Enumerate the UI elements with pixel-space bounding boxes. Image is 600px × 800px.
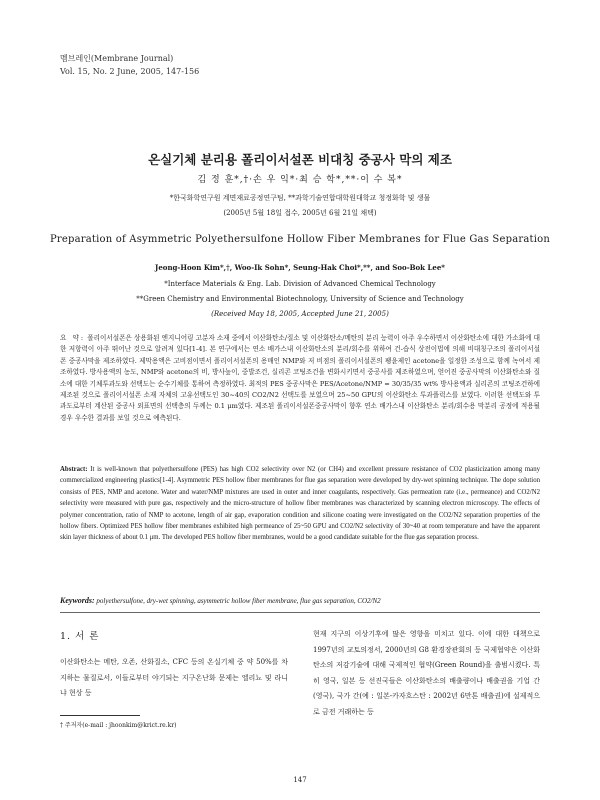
right-column-text: 현재 지구의 이상기후에 많은 영향을 미치고 있다. 이에 대한 대책으로 1997년의 교토의정서, 2000년의 G8 환경장관회의 등 국제협약은 이산화탄소의 저감기술에 대해 국제적인 협약(Green Round)을 출범시켰다. 특히 영국, 일본 등 선진국들은 이산화탄소의 배출량이나 배출권을 기업 간(영국), 국가 간(예 : 일본-카자흐스탄 : 2002년 6만톤 배출권)에 설제적으로 금전 거래하는 등 xyxy=(313,630,540,716)
english-abstract-text: It is well-known that polyethersulfone (PES) has high CO2 selectivity over N2 (or CH4) and excellent pressure resistance of CO2 plasticization among many commercialized engineering plastics[1-4]. Asymmetric PES hollow fiber membranes for flue gas separation were developed by dry-wet spinning technique. The dope solution consists of PES, NMP and acetone. Water and water/NMP mixtures are used in outer and inner coagulants, respectively. Gas permeation rate (i.e., permeance) and CO2/N2 selectivity were measured with pure gas, respectively and the micro-structure of hollow fiber membranes was characterized by scanning electron microscopy. The effects of polymer concentration, ratio of NMP to acetone, length of air gap, evaporation condition and silicone coating were investigated on the CO2/N2 separation properties of the hollow fibers. Optimized PES hollow fiber membranes exhibited high permeance of 25~50 GPU and CO2/N2 selectivity of 30~40 at room temperature and have the apparent skin layer thickness of about 0.1 μm. The developed PES hollow fiber membranes, would be a good candidate suitable for the flue gas separation process. xyxy=(60,466,540,542)
footnote-divider xyxy=(60,715,140,716)
korean-abstract-label: 요 약: xyxy=(60,334,86,342)
english-affiliation-1: *Interface Materials & Eng. Lab. Division of Advanced Chemical Technology xyxy=(164,280,436,288)
korean-authors: 김 정 훈*,†·손 우 익*·최 승 학*,**·이 수 복* xyxy=(197,175,403,185)
footnote: † 주저자(e-mail : jhoonkim@krict.re.kr) xyxy=(60,722,177,729)
journal-header xyxy=(60,52,199,78)
english-title: Preparation of Asymmetric Polyethersulfone Hollow Fiber Membranes for Flue Gas Separation xyxy=(50,234,550,245)
page-number: 147 xyxy=(293,776,307,784)
korean-title: 온실기체 분리용 폴리이서설폰 비대칭 중공사 막의 제조 xyxy=(148,152,452,167)
keywords xyxy=(60,596,540,605)
english-dates: (Received May 18, 2005, Accepted June 21, 2005) xyxy=(211,310,389,318)
section-heading: 1. 서 론 xyxy=(60,631,100,642)
left-column-text: 이산화탄소는 메탄, 오존, 산화질소, CFC 등의 온실기체 중 약 50%를 차지하는 물질로서, 이들로부터 야기되는 지구온난화 문제는 엘리뇨 및 라니냐 현상 등 xyxy=(60,658,288,697)
english-affiliation-2: **Green Chemistry and Environmental Biotechnology, University of Science and Technology xyxy=(136,295,464,303)
english-authors: Jeong-Hoon Kim*,†, Woo-Ik Sohn*, Seung-Hak Choi*,**, and Soo-Bok Lee* xyxy=(155,263,445,272)
korean-abstract-text: 폴리이서설폰은 상용화된 엔지니어링 고분자 소재 중에서 이산화탄소/질소 및 이산화탄소/메탄의 분리 능력이 아주 우수하면서 이산화탄소에 대한 가소화에 대한 저항력이 아주 뛰어난 것으로 알려져 있다[1-4]. 본 연구에서는 연소 배가스내 이산화탄소의 분리/회수를 위하여 건-습식 상전이법에 의해 비대칭구조의 폴리이서설폰 중공사막을 제조하였다. 제막용액은 고비점이면서 폴리이서설폰의 용매인 NMP와 저 비점의 폴리이서설폰의 팽윤제인 acetone을 일정한 조성으로 함께 녹여서 제조하였다. 방사용액의 농도, NMP와 acetone의 비, 방사높이, 중발조건, 실리콘 코팅조건을 변화시키면서 중공사를 제조하였으며, 얻어진 중공사막의 이산화탄소와 질소에 대한 기체투과도와 선택도는 순수기체를 통하여 측정하였다. 최적의 PES 중공사막은 PES/Acetone/NMP = 30/35/35 wt% 방사용액과 실리콘의 코팅조건하에 제조된 것으로 폴리이서설폰 소재 자체의 고유선택도인 30~40의 CO2/N2 선택도를 보였으며 25~50 GPU의 이산화탄소 투과플럭스를 보였다. 이러한 선택도와 투과도로부터 계산된 중공사 외표면의 선택층의 두께는 0.1 μm였다. 제조된 폴리이서설폰중공사막이 향후 연소 배가스내 이산화탄소 분리/회수용 막분리 공정에 적용될 경우 우수한 결과를 보일 것으로 예측된다. xyxy=(60,334,540,422)
korean-abstract xyxy=(60,333,540,424)
keywords-label: Keywords: xyxy=(60,596,95,605)
journal-issue: Vol. 15, No. 2 June, 2005, 147-156 xyxy=(60,67,200,76)
section-divider xyxy=(60,612,540,613)
english-abstract-label: Abstract: xyxy=(60,466,88,473)
korean-affiliation: *한국화학연구원 계면재료공정연구팀, **과학기술연합대학원대학교 청정화학 및 생물 xyxy=(169,194,431,202)
keywords-text: polyethersulfone, dry-wet spinning, asymmetric hollow fiber membrane, flue gas separation, CO2/N2 xyxy=(96,597,381,605)
english-abstract xyxy=(60,464,540,544)
journal-name: 멤브레인(Membrane Journal) xyxy=(60,54,174,63)
korean-dates: (2005년 5월 18일 접수, 2005년 6월 21일 채택) xyxy=(223,209,377,217)
